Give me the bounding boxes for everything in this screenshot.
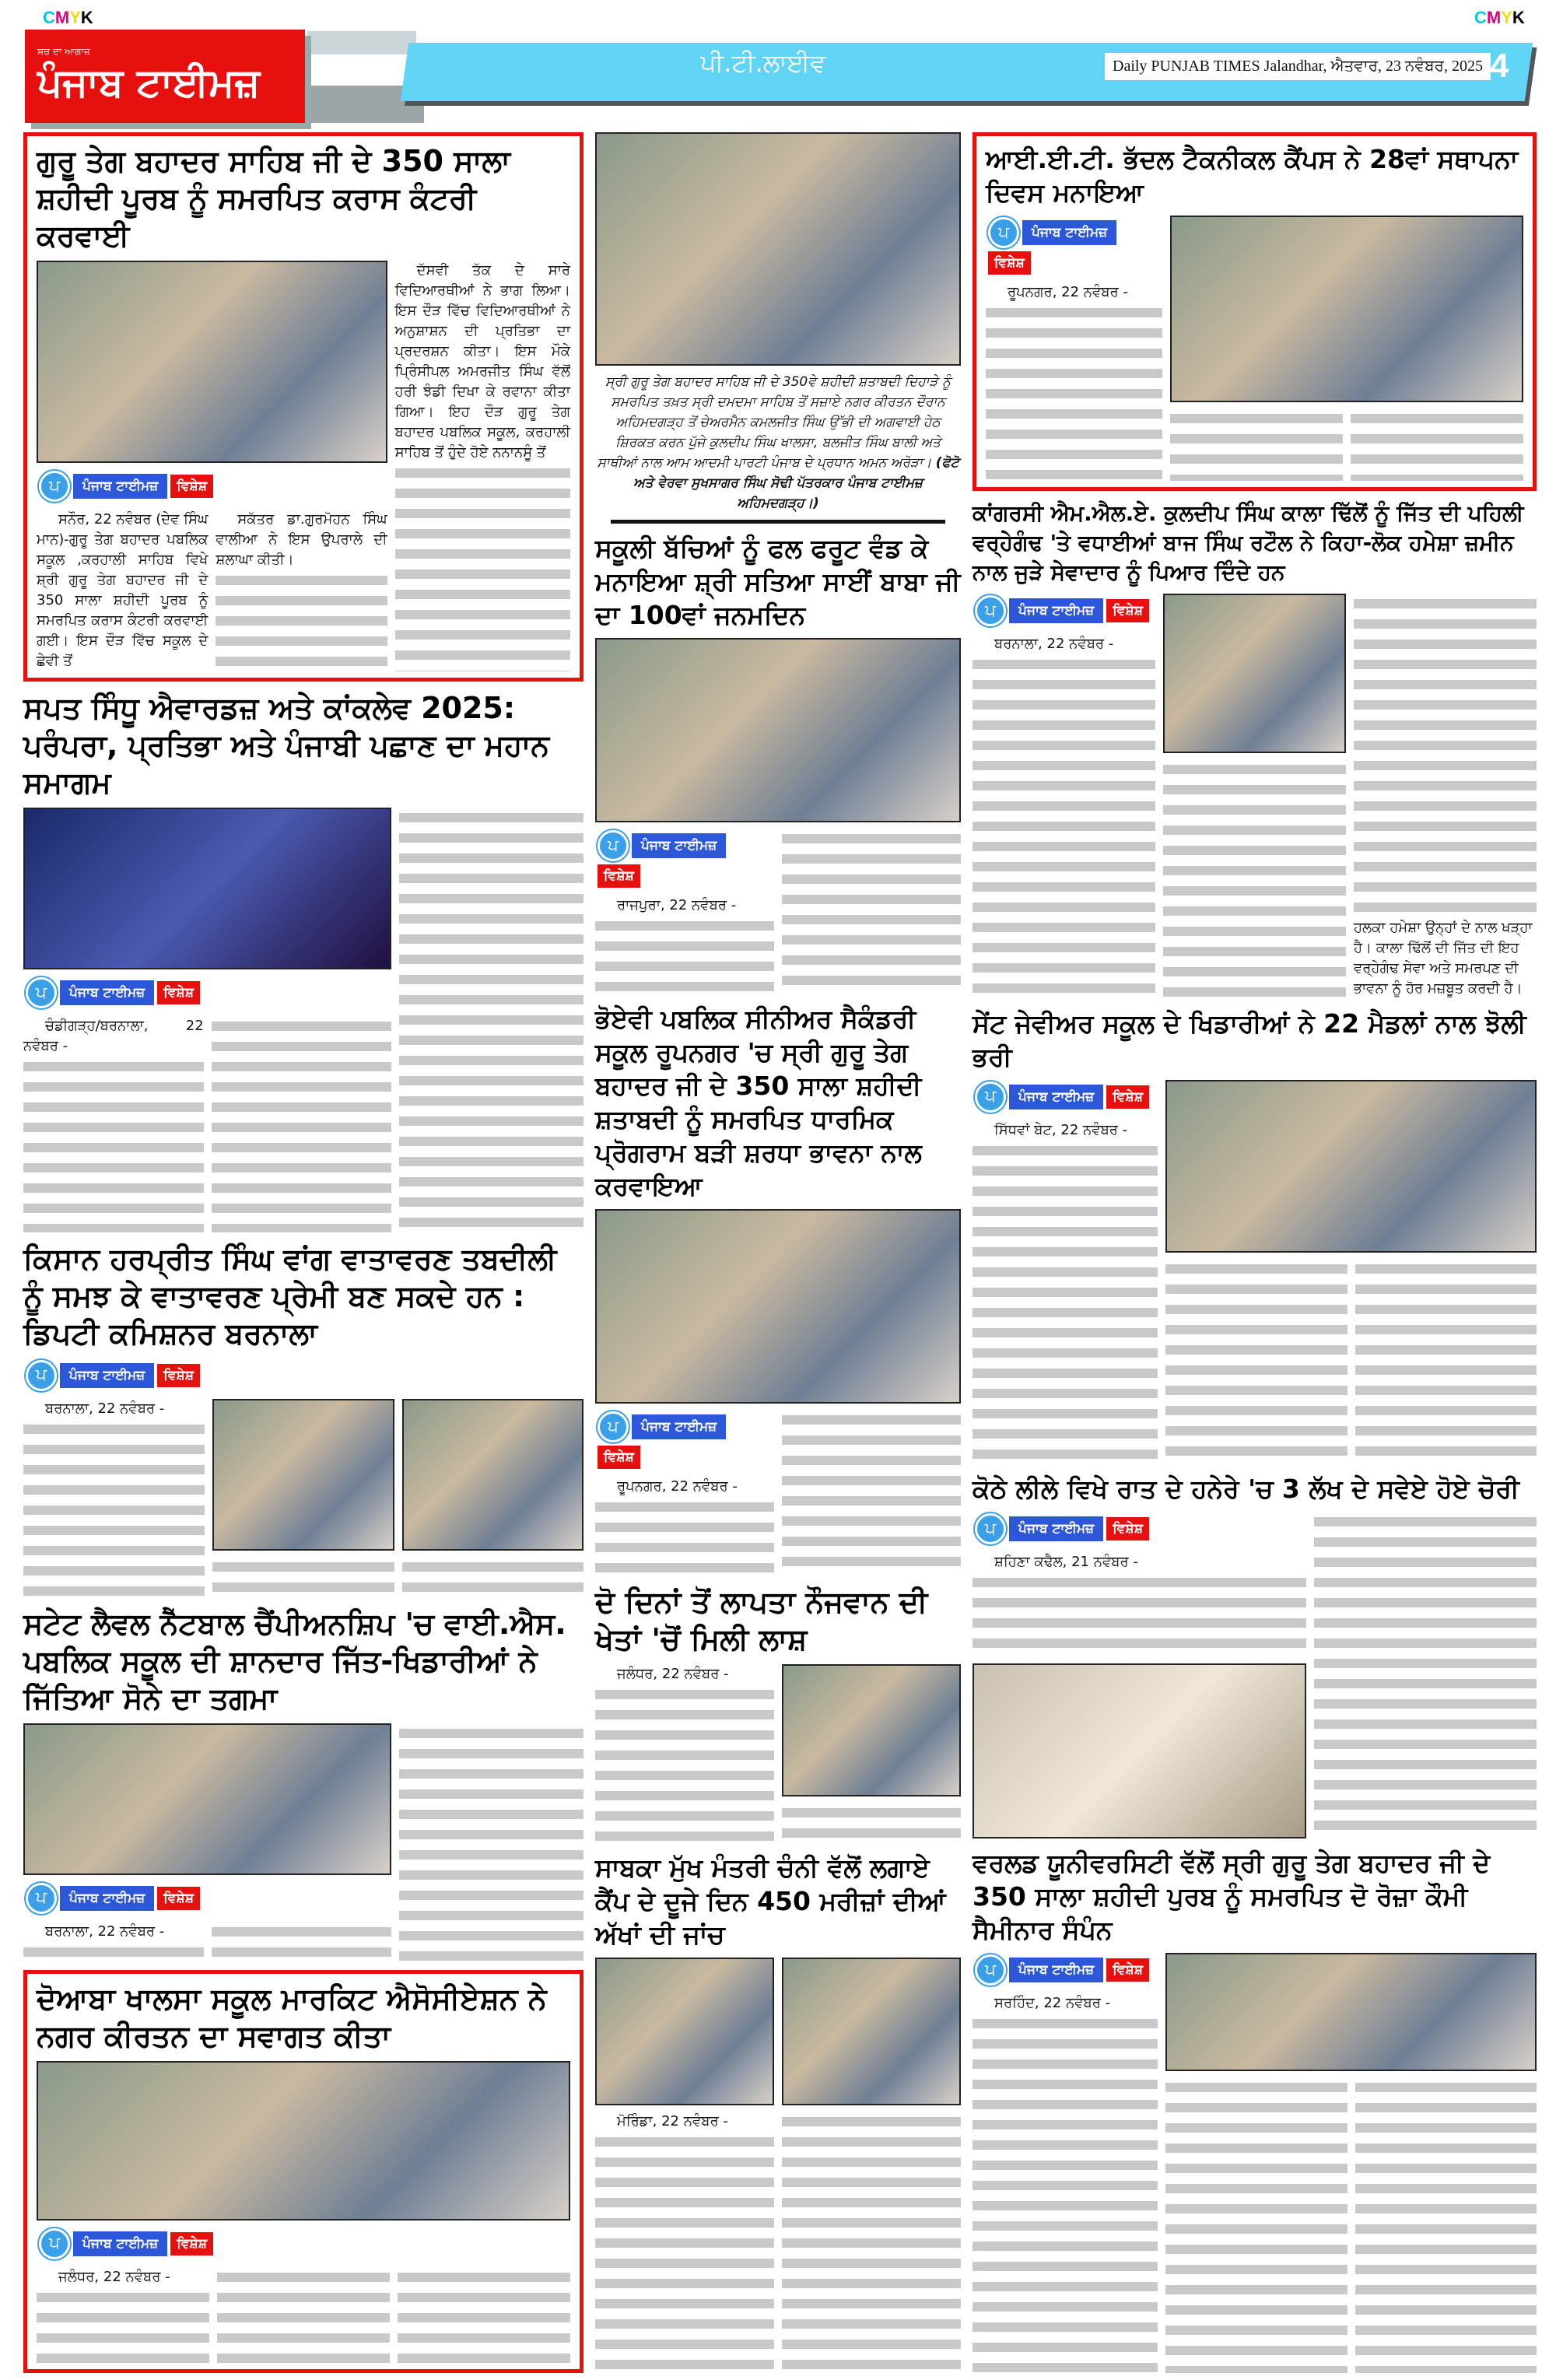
- article-body: ਦੱਸਵੀ ਤੱਕ ਦੇ ਸਾਰੇ ਵਿਦਿਆਰਥੀਆਂ ਨੇ ਭਾਗ ਲਿਆ। ਇਸ ਦੌੜ ਵਿੱਚ ਵਿਦਿਆਰਥੀਆਂ ਨੇ ਅਨੁਸ਼ਾਸ਼ਨ ਦੀ ਪ੍ਰਤਿਭਾ ਦਾ ਪ੍ਰਦਰਸ਼ਨ ਕੀਤਾ। ਇਸ ਮੌਕੇ ਪ੍ਰਿੰਸੀਪਲ ਅਮਰਜੀਤ ਸਿੰਘ ਵੱਲੋਂ ਹਰੀ ਝੰਡੀ ਦਿਖਾ ਕੇ ਰਵਾਨਾ ਕੀਤਾ ਗਿਆ। ਇਹ ਦੌੜ ਗੁਰੂ ਤੇਗ ਬਹਾਦਰ ਪਬਲਿਕ ਸਕੂਲ, ਕਰਹਾਲੀ ਸਾਹਿਬ ਤੋਂ ਹੁੰਦੇ ਹੋਏ ਨਨਾਨਸੂੰ ਤੋਂ: [395, 261, 570, 671]
- punjab-times-icon: ਪ: [39, 471, 70, 502]
- photo-caption: ਸ੍ਰੀ ਗੁਰੂ ਤੇਗ ਬਹਾਦਰ ਸਾਹਿਬ ਜੀ ਦੇ 350ਵੇ ਸ਼ਹੀਦੀ ਸ਼ਤਾਬਦੀ ਦਿਹਾੜੇ ਨੂੰ ਸਮਰਪਿਤ ਤਖ਼ਤ ਸ੍ਰੀ ਦਮਦਮਾ ਸਾਹਿਬ ਤੋਂ ਸਜ਼ਾਏ ਨਗਰ ਕੀਰਤਨ ਦੌਰਾਨ ਅਹਿਮਦਗੜ੍ਹ ਤੋਂ ਚੇਅਰਮੈਨ ਕਮਲਜੀਤ ਸਿੰਘ ਉੱਭੀ ਦੀ ਅਗਵਾਈ ਹੇਠ ਸ਼ਿਰਕਤ ਕਰਨ ਪੁੱਜੇ ਕੁਲਦੀਪ ਸਿੰਘ ਖਾਲਸਾ, ਬਲਜੀਤ ਸਿੰਘ ਬਾਲੀ ਅਤੇ ਸਾਥੀਆਂ ਨਾਲ ਆਮ ਆਦਮੀ ਪਾਰਟੀ ਪੰਜਾਬ ਦੇ ਪ੍ਰਧਾਨ ਅਮਨ ਅਰੋੜਾ। (ਫੋਟੋ ਅਤੇ ਵੇਰਵਾ ਸੁਖਸਾਗਰ ਸਿੰਘ ਸੋਢੀ ਪੱਤਰਕਾਰ ਪੰਜਾਬ ਟਾਈਮਜ਼ ਅਹਿਮਦਗੜ੍ਹ।): [597, 374, 959, 511]
- headline: ਕਾਂਗਰਸੀ ਐਮ.ਐਲ.ਏ. ਕੁਲਦੀਪ ਸਿੰਘ ਕਾਲਾ ਢਿੱਲੋਂ ਨੂੰ ਜਿੱਤ ਦੀ ਪਹਿਲੀ ਵਰ੍ਹੇਗੰਢ 'ਤੇ ਵਧਾਈਆਂ ਬਾਜ ਸਿੰਘ ਰਟੌਲ ਨੇ ਕਿਹਾ-ਲੋਕ ਹਮੇਸ਼ਾ ਜ਼ਮੀਨ ਨਾਲ ਜੁੜੇ ਸੇਵਾਦਾਰ ਨੂੰ ਪਿਆਰ ਦਿੰਦੇ ਹਨ: [972, 499, 1537, 587]
- punjab-times-icon: ਪ: [988, 217, 1019, 248]
- punjab-times-icon: ਪ: [598, 1411, 629, 1442]
- headline: ਸਪਤ ਸਿੰਧੂ ਐਵਾਰਡਜ਼ ਅਤੇ ਕਾਂਕਲੇਵ 2025: ਪਰੰਪਰਾ, ਪ੍ਰਤਿਭਾ ਅਤੇ ਪੰਜਾਬੀ ਪਛਾਣ ਦਾ ਮਹਾਨ ਸਮਾਗਮ: [23, 689, 584, 801]
- headline: ਆਈ.ਈ.ਟੀ. ਭੱਦਲ ਟੈਕਨੀਕਲ ਕੈਂਪਸ ਨੇ 28ਵਾਂ ਸਥਾਪਨਾ ਦਿਵਸ ਮਨਾਇਆ: [986, 142, 1523, 209]
- article-body: [1355, 1259, 1537, 1465]
- left-column: [23, 132, 584, 2373]
- article-body: ਜਲੰਧਰ, 22 ਨਵੰਬਰ -: [595, 1664, 774, 1843]
- article-body: [1165, 2077, 1347, 2373]
- byline-tag: ਪ ਪੰਜਾਬ ਟਾਈਮਜ਼ ਵਿਸ਼ੇਸ਼: [37, 469, 387, 503]
- byline-tag: ਪ ਪੰਜਾਬ ਟਾਈਮਜ਼ ਵਿਸ਼ੇਸ਼: [23, 1358, 584, 1393]
- article-netball: [23, 1605, 584, 1962]
- article-doaba: [23, 1970, 584, 2373]
- headline: ਵਰਲਡ ਯੂਨੀਵਰਸਿਟੀ ਵੱਲੋਂ ਸ੍ਰੀ ਗੁਰੂ ਤੇਗ ਬਹਾਦਰ ਜੀ ਦੇ 350 ਸਾਲਾ ਸ਼ਹੀਦੀ ਪੁਰਬ ਨੂੰ ਸਮਰਪਿਤ ਦੋ ਰੋਜ਼ਾ ਕੌਮੀ ਸੈਮੀਨਾਰ ਸੰਪੰਨ: [972, 1846, 1537, 1947]
- article-body: [212, 1922, 392, 1962]
- punjab-times-icon: ਪ: [39, 2228, 70, 2259]
- article-body: ਬਰਨਾਲਾ, 22 ਨਵੰਬਰ -: [23, 1399, 205, 1597]
- photo-eye-checkup: [595, 1958, 774, 2105]
- byline-tag: ਪ ਪੰਜਾਬ ਟਾਈਮਜ਼ ਵਿਸ਼ੇਸ਼: [23, 976, 391, 1010]
- photo-mla-portrait: [1163, 594, 1346, 753]
- headline: ਸਟੇਟ ਲੈਵਲ ਨੈੱਟਬਾਲ ਚੈਂਪੀਅਨਸ਼ਿਪ 'ਚ ਵਾਈ.ਐਸ. ਪਬਲਿਕ ਸਕੂਲ ਦੀ ਸ਼ਾਨਦਾਰ ਜਿੱਤ-ਖਿਡਾਰੀਆਂ ਨੇ ਜਿੱਤਿਆ ਸੋਨੇ ਦਾ ਤਗਮਾ: [23, 1605, 584, 1717]
- article-world-university: [972, 1846, 1537, 2373]
- article-body: [399, 1723, 584, 1962]
- article-eye-camp: [595, 1851, 961, 2373]
- article-sapt-sindhu: [23, 689, 584, 1232]
- photo-deputy-commissioner: [402, 1399, 584, 1551]
- headline: ਦੋਆਬਾ ਖਾਲਸਾ ਸਕੂਲ ਮਾਰਕਿਟ ਐਸੋਸੀਏਸ਼ਨ ਨੇ ਨਗਰ ਕੀਰਤਨ ਦਾ ਸਵਾਗਤ ਕੀਤਾ: [37, 1980, 570, 2055]
- punjab-times-icon: ਪ: [975, 1081, 1006, 1113]
- article-body: ਬਰਨਾਲਾ, 22 ਨਵੰਬਰ -: [972, 634, 1155, 998]
- divider: [611, 520, 945, 524]
- article-body: [212, 1557, 394, 1597]
- registration-marks-left: CMYK: [43, 8, 93, 27]
- photo-nagar-kirtan: [595, 132, 961, 366]
- punjab-times-icon: ਪ: [975, 1513, 1006, 1544]
- photo-seminar: [1165, 1953, 1537, 2071]
- article-farmer: [23, 1240, 584, 1597]
- section-title: ਪੀ.ਟੀ.ਲਾਈਵ: [700, 48, 826, 78]
- photo-netball-team: [23, 1723, 391, 1875]
- photo-theft-site: [972, 1663, 1306, 1838]
- article-body: ਬਰਨਾਲਾ, 22 ਨਵੰਬਰ -: [23, 1922, 204, 1962]
- article-sai-baba: [595, 531, 961, 994]
- headline: ਕੋਠੇ ਲੀਲੇ ਵਿਖੇ ਰਾਤ ਦੇ ਹਨੇਰੇ 'ਚ 3 ਲੱਖ ਦੇ ਸਵੇਏ ਹੋਏ ਚੋਰੀ: [972, 1472, 1537, 1505]
- registration-marks-right: CMYK: [1474, 8, 1525, 27]
- article-body: [1165, 1259, 1347, 1465]
- byline-tag: ਪ ਪੰਜਾਬ ਟਾਈਮਜ਼ ਵਿਸ਼ੇਸ਼: [595, 1410, 774, 1470]
- headline: ਭੋਏਵੀ ਪਬਲਿਕ ਸੀਨੀਅਰ ਸੈਕੰਡਰੀ ਸਕੂਲ ਰੂਪਨਗਰ 'ਚ ਸ੍ਰੀ ਗੁਰੂ ਤੇਗ ਬਹਾਦਰ ਜੀ ਦੇ 350 ਸਾਲਾ ਸ਼ਹੀਦੀ ਸ਼ਤਾਬਦੀ ਨੂੰ ਸਮਰਪਿਤ ਧਾਰਮਿਕ ਪ੍ਰੋਗਰਾਮ ਬੜੀ ਸ਼ਰਧਾ ਭਾਵਨਾ ਨਾਲ ਕਰਵਾਇਆ: [595, 1002, 961, 1203]
- article-st-xavier: [972, 1007, 1537, 1465]
- byline-tag: ਪ ਪੰਜਾਬ ਟਾਈਮਜ਼ ਵਿਸ਼ੇਸ਼: [972, 1080, 1158, 1114]
- photo-feature-nagar-kirtan: [595, 132, 961, 524]
- masthead-logo: ਸਚ ਦਾ ਆਗਾਜ਼ ਪੰਜਾਬ ਟਾਈਮਜ਼: [25, 30, 305, 123]
- article-body: [1354, 594, 1537, 911]
- article-theft: [972, 1472, 1537, 1838]
- article-body: [782, 829, 961, 994]
- article-body: ਸ਼ਹਿਣਾ ਕਢੈਲ, 21 ਨਵੰਬਰ -: [972, 1552, 1306, 1657]
- article-body: [1351, 408, 1523, 481]
- page-number: 4: [1490, 47, 1509, 85]
- headline: ਗੁਰੂ ਤੇਗ ਬਹਾਦਰ ਸਾਹਿਬ ਜੀ ਦੇ 350 ਸਾਲਾ ਸ਼ਹੀਦੀ ਪੂਰਬ ਨੂੰ ਸਮਰਪਿਤ ਕਰਾਸ ਕੰਟਰੀ ਕਰਵਾਈ: [37, 142, 570, 254]
- right-column: [972, 132, 1537, 2373]
- headline: ਕਿਸਾਨ ਹਰਪ੍ਰੀਤ ਸਿੰਘ ਵਾਂਗ ਵਾਤਾਵਰਣ ਤਬਦੀਲੀ ਨੂੰ ਸਮਝ ਕੇ ਵਾਤਾਵਰਣ ਪ੍ਰੇਮੀ ਬਣ ਸਕਦੇ ਹਨ : ਡਿਪਟੀ ਕਮਿਸ਼ਨਰ ਬਰਨਾਲਾ: [23, 1240, 584, 1352]
- punjab-times-icon: ਪ: [598, 830, 629, 861]
- article-body: ਸਨੌਰ, 22 ਨਵੰਬਰ (ਦੇਵ ਸਿੰਘ ਮਾਨ)-ਗੁਰੂ ਤੇਗ ਬਹਾਦਰ ਪਬਲਿਕ ਸਕੂਲ ,ਕਰਹਾਲੀ ਸਾਹਿਬ ਵਿਖੇ ਸ਼੍ਰੀ ਗੁਰੂ ਤੇਗ ਬਹਾਦਰ ਜੀ ਦੇ 350 ਸਾਲਾ ਸ਼ਹੀਦੀ ਪੂਰਬ ਨੂੰ ਸਮਰਪਿਤ ਕਰਾਸ ਕੰਟਰੀ ਕਰਵਾਈ ਗਈ। ਇਸ ਦੌੜ ਵਿੱਚ ਸਕੂਲ ਦੇ ਛੇਵੀ ਤੋਂ: [37, 510, 208, 671]
- article-body: [398, 2267, 570, 2363]
- article-body: [782, 1410, 961, 1576]
- photo-farmer: [212, 1399, 394, 1551]
- headline: ਸਾਬਕਾ ਮੁੱਖ ਮੰਤਰੀ ਚੰਨੀ ਵੱਲੋਂ ਲਗਾਏ ਕੈਂਪ ਦੇ ਦੂਜੇ ਦਿਨ 450 ਮਰੀਜ਼ਾਂ ਦੀਆਂ ਅੱਖਾਂ ਦੀ ਜਾਂਚ: [595, 1851, 961, 1951]
- photo-awards-stage: [23, 808, 391, 969]
- article-body: [782, 2112, 961, 2373]
- article-ending: ਹਲਕਾ ਹਮੇਸ਼ਾ ਉਨ੍ਹਾਂ ਦੇ ਨਾਲ ਖੜ੍ਹਾ ਹੈ। ਕਾਲਾ ਢਿੱਲੋਂ ਦੀ ਜਿੱਤ ਦੀ ਇਹ ਵਰ੍ਹੇਗੰਢ ਸੇਵਾ ਅਤੇ ਸਮਰਪਣ ਦੀ ਭਾਵਨਾ ਨੂੰ ਹੋਰ ਮਜ਼ਬੂਤ ਕਰਦੀ ਹੈ।: [1354, 918, 1537, 999]
- article-body: [1170, 408, 1343, 481]
- byline-tag: ਪ ਪੰਜਾਬ ਟਾਈਮਜ਼ ਵਿਸ਼ੇਸ਼: [986, 216, 1162, 276]
- punjab-times-icon: ਪ: [975, 595, 1006, 626]
- article-body: ਰੂਪਨਗਰ, 22 ਨਵੰਬਰ -: [986, 282, 1162, 481]
- article-body: [212, 1016, 392, 1232]
- byline-tag: ਪ ਪੰਜਾਬ ਟਾਈਮਜ਼ ਵਿਸ਼ੇਸ਼: [972, 1953, 1158, 1987]
- article-body: [399, 808, 584, 1232]
- article-missing-youth: [595, 1583, 961, 1843]
- byline-tag: ਪ ਪੰਜਾਬ ਟਾਈਮਜ਼ ਵਿਸ਼ੇਸ਼: [972, 1512, 1306, 1546]
- photo-eye-checkup: [782, 1958, 961, 2105]
- photo-foundation-day: [1170, 216, 1523, 402]
- article-body: ਮੋਰਿੰਡਾ, 22 ਨਵੰਬਰ -: [595, 2112, 774, 2373]
- article-cross-country: [23, 132, 584, 682]
- article-body: [1163, 759, 1346, 998]
- article-bhoevi-school: [595, 1002, 961, 1576]
- byline-tag: ਪ ਪੰਜਾਬ ਟਾਈਮਜ਼ ਵਿਸ਼ੇਸ਼: [595, 829, 774, 889]
- article-kala-dhillon: [972, 499, 1537, 998]
- byline-tag: ਪ ਪੰਜਾਬ ਟਾਈਮਜ਼ ਵਿਸ਼ੇਸ਼: [972, 594, 1155, 628]
- photo-nagar-kirtan-welcome: [37, 2061, 570, 2221]
- article-iet-bhaddal: [972, 132, 1537, 491]
- article-body: [782, 1803, 961, 1843]
- photo-students-running: [37, 261, 387, 463]
- masthead-decor: [307, 31, 416, 54]
- photo-religious-program: [595, 1209, 961, 1404]
- article-body: [217, 2267, 390, 2363]
- article-body: ਸਰਹਿੰਦ, 22 ਨਵੰਬਰ -: [972, 1993, 1158, 2373]
- article-body: ਜਲੰਧਰ, 22 ਨਵੰਬਰ -: [37, 2267, 209, 2363]
- headline: ਸਕੂਲੀ ਬੱਚਿਆਂ ਨੂੰ ਫਲ ਫਰੂਟ ਵੰਡ ਕੇ ਮਨਾਇਆ ਸ਼੍ਰੀ ਸਤਿਆ ਸਾਈਂ ਬਾਬਾ ਜੀ ਦਾ 100ਵਾਂ ਜਨਮਦਿਨ: [595, 533, 961, 630]
- photo-school-children: [595, 638, 961, 822]
- article-body: ਰਾਜਪੁਰਾ, 22 ਨਵੰਬਰ -: [595, 896, 774, 994]
- photo-missing-youth: [782, 1664, 961, 1796]
- punjab-times-icon: ਪ: [26, 977, 57, 1008]
- middle-column: [595, 132, 961, 2373]
- article-body: ਸਕੱਤਰ ਡਾ.ਗੁਰਮੋਹਨ ਸਿੰਘ ਵਾਲੀਆ ਨੇ ਇਸ ਉਪਰਾਲੇ ਦੀ ਸ਼ਲਾਘਾ ਕੀਤੀ।: [216, 510, 387, 671]
- edition-dateline: Daily PUNJAB TIMES Jalandhar, ਐਤਵਾਰ, 23 ਨਵੰਬਰ, 2025: [1105, 53, 1491, 80]
- headline: ਸੇਂਟ ਜੇਵੀਅਰ ਸਕੂਲ ਦੇ ਖਿਡਾਰੀਆਂ ਨੇ 22 ਮੈਡਲਾਂ ਨਾਲ ਝੋਲੀ ਭਰੀ: [972, 1007, 1537, 1074]
- punjab-times-icon: ਪ: [26, 1883, 57, 1914]
- punjab-times-icon: ਪ: [975, 1954, 1006, 1986]
- byline-tag: ਪ ਪੰਜਾਬ ਟਾਈਮਜ਼ ਵਿਸ਼ੇਸ਼: [37, 2227, 570, 2261]
- article-body: [1314, 1512, 1537, 1838]
- headline: ਦੋ ਦਿਨਾਂ ਤੋਂ ਲਾਪਤਾ ਨੌਜਵਾਨ ਦੀ ਖੇਤਾਂ 'ਚੋਂ ਮਿਲੀ ਲਾਸ਼: [595, 1583, 961, 1658]
- article-body: [402, 1557, 584, 1597]
- article-body: ਰੂਪਨਗਰ, 22 ਨਵੰਬਰ -: [595, 1477, 774, 1576]
- byline-tag: ਪ ਪੰਜਾਬ ਟਾਈਮਜ਼ ਵਿਸ਼ੇਸ਼: [23, 1881, 391, 1916]
- photo-medal-winners: [1165, 1080, 1537, 1253]
- article-body: ਸਿੱਧਵਾਂ ਬੇਟ, 22 ਨਵੰਬਰ -: [972, 1120, 1158, 1465]
- article-body: ਚੰਡੀਗੜ੍ਹ/ਬਰਨਾਲਾ, 22 ਨਵੰਬਰ -: [23, 1016, 204, 1232]
- punjab-times-icon: ਪ: [26, 1360, 57, 1391]
- article-body: [1355, 2077, 1537, 2373]
